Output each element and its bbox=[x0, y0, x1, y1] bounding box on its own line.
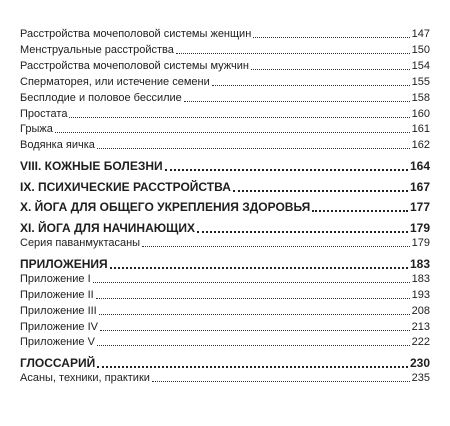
dot-leader bbox=[197, 231, 408, 233]
toc-section-page: 167 bbox=[409, 180, 430, 194]
toc-entry-title: Приложение I bbox=[20, 273, 91, 285]
toc-section-page: 179 bbox=[409, 221, 430, 235]
toc-entry-title: Водянка яичка bbox=[20, 139, 95, 151]
toc-entry[interactable] bbox=[20, 287, 430, 303]
dot-leader bbox=[97, 148, 410, 149]
toc-entry-title: Асаны, техники, практики bbox=[20, 372, 150, 384]
dot-leader bbox=[110, 267, 408, 269]
toc-entry-page: 154 bbox=[411, 60, 430, 72]
toc-entry-title: Расстройства мочеполовой системы мужчин bbox=[20, 60, 249, 72]
toc-section-title: X. ЙОГА ДЛЯ ОБЩЕГО УКРЕПЛЕНИЯ ЗДОРОВЬЯ bbox=[20, 200, 311, 214]
toc-entry-page: 161 bbox=[411, 123, 430, 135]
toc-entry-title: Приложение III bbox=[20, 305, 97, 317]
toc-entry[interactable] bbox=[20, 106, 430, 122]
toc-entry-title: Приложение V bbox=[20, 336, 95, 348]
dot-leader bbox=[253, 37, 409, 38]
toc-section[interactable] bbox=[20, 157, 430, 175]
dot-leader bbox=[152, 381, 410, 382]
toc-entry-page: 222 bbox=[411, 336, 430, 348]
toc-entry[interactable] bbox=[20, 303, 430, 319]
dot-leader bbox=[99, 314, 410, 315]
toc-section[interactable] bbox=[20, 178, 430, 196]
toc-entry-page: 213 bbox=[411, 321, 430, 333]
toc-entry-page: 235 bbox=[411, 372, 430, 384]
toc-section-page: 164 bbox=[409, 159, 430, 173]
toc-entry[interactable] bbox=[20, 90, 430, 106]
toc-entry-page: 147 bbox=[411, 28, 430, 40]
toc-entry[interactable] bbox=[20, 58, 430, 74]
dot-leader bbox=[212, 85, 410, 86]
dot-leader bbox=[251, 69, 410, 70]
toc-entry-page: 183 bbox=[411, 273, 430, 285]
toc-entry-page: 193 bbox=[411, 289, 430, 301]
toc-section-title: XI. ЙОГА ДЛЯ НАЧИНАЮЩИХ bbox=[20, 221, 195, 235]
toc-entry-title: Грыжа bbox=[20, 123, 53, 135]
dot-leader bbox=[100, 330, 410, 331]
toc-entry[interactable] bbox=[20, 235, 430, 251]
toc-section-page: 177 bbox=[409, 200, 430, 214]
toc-entry[interactable] bbox=[20, 271, 430, 287]
toc-section-page: 183 bbox=[409, 257, 430, 271]
toc-entry[interactable] bbox=[20, 137, 430, 153]
toc-entry-title: Расстройства мочеполовой системы женщин bbox=[20, 28, 252, 40]
dot-leader bbox=[233, 190, 408, 192]
dot-leader bbox=[184, 101, 410, 102]
toc-entry-page: 155 bbox=[411, 76, 430, 88]
dot-leader bbox=[69, 117, 409, 118]
toc-section-title: ГЛОССАРИЙ bbox=[20, 356, 96, 370]
toc-entry-page: 160 bbox=[411, 108, 430, 120]
dot-leader bbox=[165, 169, 408, 171]
toc-entry-title: Сперматорея, или истечение семени bbox=[20, 76, 210, 88]
dot-leader bbox=[312, 210, 408, 212]
dot-leader bbox=[93, 282, 410, 283]
toc-section-title: VIII. КОЖНЫЕ БОЛЕЗНИ bbox=[20, 159, 163, 173]
toc-entry[interactable] bbox=[20, 121, 430, 137]
toc-entry-page: 179 bbox=[411, 237, 430, 249]
dot-leader bbox=[142, 246, 410, 247]
toc-section-title: IX. ПСИХИЧЕСКИЕ РАССТРОЙСТВА bbox=[20, 180, 231, 194]
toc-entry[interactable] bbox=[20, 26, 430, 42]
toc-section-page: 230 bbox=[409, 356, 430, 370]
toc-section-title: ПРИЛОЖЕНИЯ bbox=[20, 257, 108, 271]
toc-entry-page: 158 bbox=[411, 92, 430, 104]
toc-entry-title: Простата bbox=[20, 108, 68, 120]
dot-leader bbox=[97, 366, 408, 368]
dot-leader bbox=[55, 132, 410, 133]
toc-entry-page: 208 bbox=[411, 305, 430, 317]
dot-leader bbox=[97, 345, 410, 346]
toc-entry-page: 150 bbox=[411, 44, 430, 56]
toc-entry-title: Бесплодие и половое бессилие bbox=[20, 92, 182, 104]
toc-entry-page: 162 bbox=[411, 139, 430, 151]
toc-entry-title: Приложение II bbox=[20, 289, 94, 301]
toc-section[interactable] bbox=[20, 198, 430, 216]
toc-entry-title: Приложение IV bbox=[20, 321, 98, 333]
toc-entry-title: Менструальные расстройства bbox=[20, 44, 174, 56]
toc-entry[interactable] bbox=[20, 370, 430, 386]
toc-entry[interactable] bbox=[20, 334, 430, 350]
toc-entry-title: Серия паванмуктасаны bbox=[20, 237, 141, 249]
toc-entry[interactable] bbox=[20, 319, 430, 335]
toc-entry[interactable] bbox=[20, 42, 430, 58]
dot-leader bbox=[176, 53, 410, 54]
toc-entry[interactable] bbox=[20, 74, 430, 90]
dot-leader bbox=[96, 298, 410, 299]
